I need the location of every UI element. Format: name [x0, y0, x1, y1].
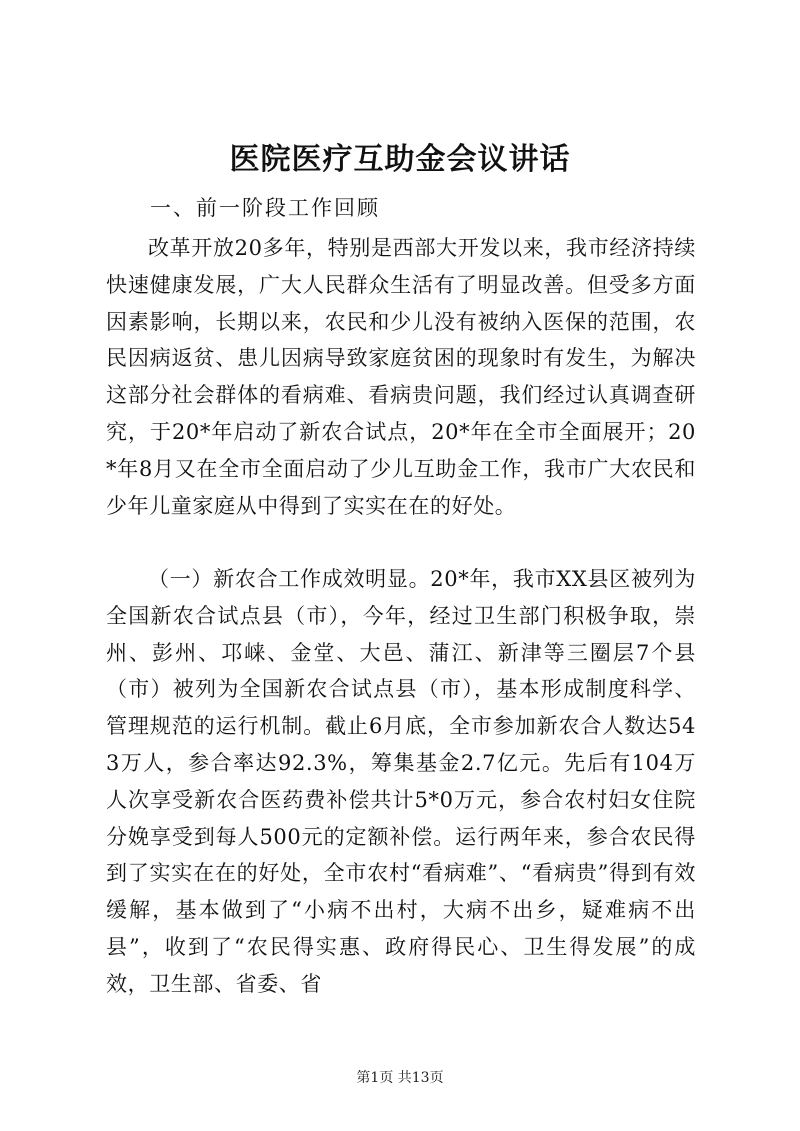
- paragraph-1: 改革开放20多年，特别是西部大开发以来，我市经济持续快速健康发展，广大人民群众生活有了明显改善。但受多方面因素影响，长期以来，农民和少儿没有被纳入医保的范围，农民因病返贫、患儿因病导致家庭贫困的现象时有发生，为解决这部分社会群体的看病难、看病贵问题，我们经过认真调查研究，于20*年启动了新农合试点，20*年在全市全面展开；20*年8月又在全市全面启动了少儿互助金工作，我市广大农民和少年儿童家庭从中得到了实实在在的好处。: [106, 236, 696, 518]
- section-heading: 一、前一阶段工作回顾: [150, 196, 380, 220]
- document-title: 医院医疗互助金会议讲话: [229, 142, 571, 177]
- page-footer: 第1页 共13页: [356, 1070, 444, 1086]
- paragraph-2: （一）新农合工作成效明显。20*年，我市XX县区被列为全国新农合试点县（市），今年，经过卫生部门积极争取，崇州、彭州、邛崃、金堂、大邑、蒲江、新津等三圈层7个县（市）被列为全国新农合试点县（市），基本形成制度科学、管理规范的运行机制。截止6月底，全市参加新农合人数达543万人，参合率达92.3%，筹集基金2.7亿元。先后有104万人次享受新农合医药费补偿共计5*0万元，参合农村妇女住院分娩享受到每人500元的定额补偿。运行两年来，参合农民得到了实实在在的好处，全市农村“看病难”、“看病贵”得到有效缓解，基本做到了“小病不出村，大病不出乡，疑难病不出县”，收到了“农民得实惠、政府得民心、卫生得发展”的成效，卫生部、省委、省: [106, 567, 696, 996]
